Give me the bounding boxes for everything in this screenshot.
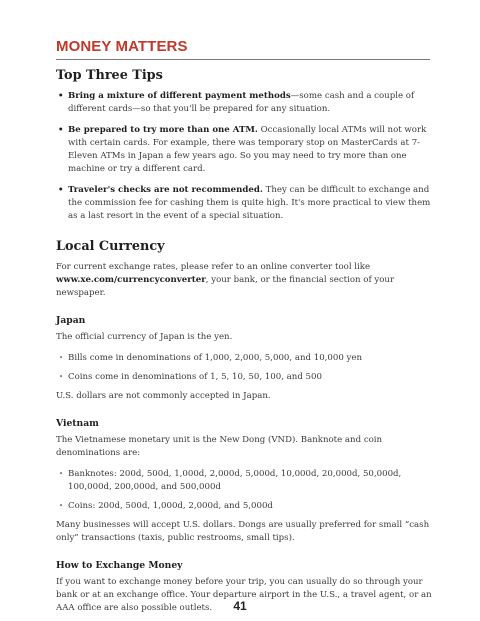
title-rule (56, 59, 430, 60)
converter-link[interactable]: www.xe.com/currencyconverter (56, 275, 206, 285)
list-item: • Bills come in denominations of 1,000, 2,000, 5,000, and 10,000 yen (56, 352, 432, 365)
tip-text: They can be difficult to exchange and the commission fee for cashing them is quite high. It's more practical to view them as a last resort in the event of a special situation. (68, 185, 431, 221)
list-item: • Banknotes: 200d, 500d, 1,000d, 2,000d, 5,000d, 10,000d, 20,000d, 50,000d, 100,000d, 200,000d, and 500,000d (56, 468, 432, 494)
tip-bold: Traveler's checks are not recommended. (68, 185, 263, 195)
local-currency-intro: For current exchange rates, please refer to an online converter tool like www.xe.com/currencyconverter, your bank, or the financial section of your newspaper. (56, 262, 395, 298)
section-title: MONEY MATTERS (56, 38, 188, 55)
vietnam-note: Many businesses will accept U.S. dollars. Dongs are usually preferred for small “cash only” transactions (taxis, public restrooms, small tips). (56, 520, 430, 543)
tip-bold: Bring a mixture of different payment methods (68, 91, 291, 101)
list-item: • Coins come in denominations of 1, 5, 10, 50, 100, and 500 (56, 371, 432, 384)
top-tips-list (56, 90, 432, 223)
tip-item (56, 90, 432, 116)
tip-text: Occasionally local ATMs will not work with certain cards. For example, there was temporary stop on MasterCards at 7-Eleven ATMs in Japan a few years ago. So you may need to try more than one machine or try a different card. (68, 125, 427, 174)
exchange-heading: How to Exchange Money (56, 560, 183, 571)
vietnam-intro: The Vietnamese monetary unit is the New Dong (VND). Banknote and coin denominations are: (56, 435, 383, 458)
tip-bold: Be prepared to try more than one ATM. (68, 125, 258, 135)
vietnam-list (56, 468, 432, 513)
top-tips-heading: Top Three Tips (56, 68, 163, 83)
japan-list (56, 352, 432, 384)
japan-intro: The official currency of Japan is the yen. (56, 332, 233, 342)
japan-note: U.S. dollars are not commonly accepted in Japan. (56, 391, 271, 401)
page-content (56, 68, 432, 615)
page-number: 41 (233, 599, 247, 613)
list-item: • Coins: 200d, 500d, 1,000d, 2,000d, and 5,000d (56, 500, 432, 513)
japan-heading: Japan (56, 315, 86, 326)
tip-text: —some cash and a couple of different cards—so that you'll be prepared for any situation. (68, 91, 415, 114)
tip-item (56, 184, 432, 223)
exchange-text: If you want to exchange money before your trip, you can usually do so through your bank or at an exchange office. Your departure airport in the U.S., a travel agent, or an AAA office are also possible outlets. (56, 577, 432, 613)
local-currency-heading: Local Currency (56, 239, 165, 254)
tip-item (56, 124, 432, 176)
vietnam-heading: Vietnam (56, 418, 99, 429)
